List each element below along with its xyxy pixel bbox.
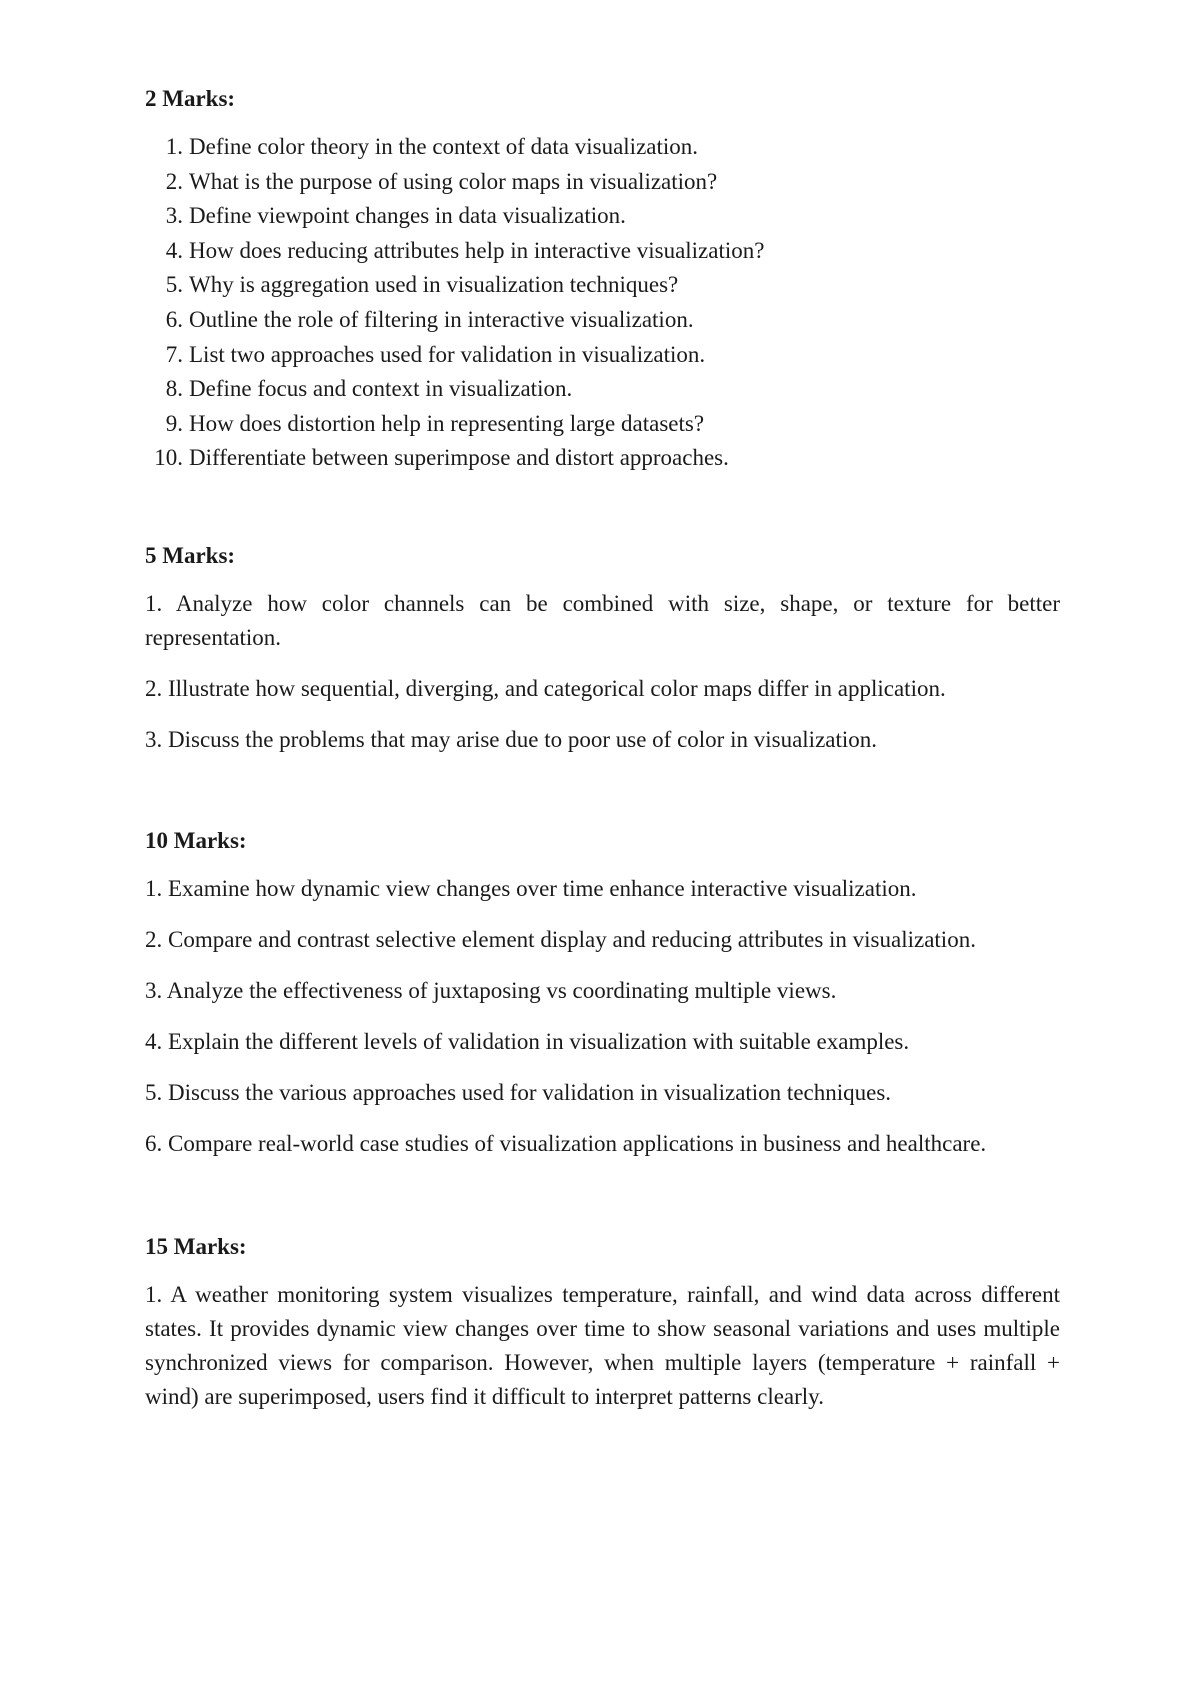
section-title: 10 Marks: [145,827,247,853]
question-text: Outline the role of filtering in interactive visualization. [189,306,694,332]
question-number: 4. [165,237,183,263]
question-item [145,372,1060,407]
question-item: 2. Compare and contrast selective element display and reducing attributes in visualization. [145,926,976,952]
section-spacer [145,1178,1060,1230]
question-text: How does reducing attributes help in interactive visualization? [189,237,765,263]
section-5-marks [145,539,1060,757]
question-item: 1. Examine how dynamic view changes over time enhance interactive visualization. [145,875,917,901]
question-number: 8. [165,376,183,402]
question-item: 6. Compare real-world case studies of visualization applications in business and healthcare. [145,1130,987,1156]
section-spacer [145,476,1060,539]
question-number: 2. [165,168,183,194]
question-item [145,407,1060,442]
question-text: Why is aggregation used in visualization techniques? [189,272,679,298]
question-item [145,130,1060,165]
question-list [145,130,1060,476]
question-item: 2. Illustrate how sequential, diverging, and categorical color maps differ in application. [145,675,946,701]
question-number: 9. [165,410,183,436]
question-list [145,872,1060,1161]
question-text: Define viewpoint changes in data visualization. [189,203,626,229]
question-number: 10. [154,445,183,471]
section-2-marks [145,82,1060,476]
section-title: 2 Marks: [145,86,236,111]
question-number: 1. [165,134,183,159]
question-item [145,234,1060,269]
section-15-marks [145,1230,1060,1414]
question-text: Define color theory in the context of data visualization. [189,134,699,159]
question-list [145,1278,1060,1414]
question-list [145,587,1060,757]
question-item: 4. Explain the different levels of validation in visualization with suitable examples. [145,1028,910,1054]
question-item [145,165,1060,200]
question-number: 6. [165,306,183,332]
document-page [145,82,1060,1431]
section-title: 15 Marks: [145,1233,247,1259]
question-text: Define focus and context in visualization. [189,376,573,402]
question-text: What is the purpose of using color maps in visualization? [189,168,718,194]
question-number: 5. [165,272,183,298]
question-item: 3. Analyze the effectiveness of juxtaposing vs coordinating multiple views. [145,977,837,1003]
question-number: 3. [165,203,183,229]
question-item [145,303,1060,338]
question-item [145,199,1060,234]
question-text: How does distortion help in representing large datasets? [189,410,705,436]
question-item: 1. Analyze how color channels can be combined with size, shape, or texture for better representation. [145,590,1060,650]
question-item [145,268,1060,303]
section-spacer [145,774,1060,824]
question-item: 1. A weather monitoring system visualizes temperature, rainfall, and wind data across different states. It provides dynamic view changes over time to show seasonal variations and uses multiple synchronized views for comparison. However, when multiple layers (temperature + rainfall + wind) are superimposed, users find it difficult to interpret patterns clearly. [145,1281,1060,1409]
question-text: List two approaches used for validation in visualization. [189,341,706,367]
question-number: 7. [165,341,183,367]
question-item: 5. Discuss the various approaches used for validation in visualization techniques. [145,1079,892,1105]
question-item: 3. Discuss the problems that may arise due to poor use of color in visualization. [145,726,878,752]
question-text: Differentiate between superimpose and distort approaches. [189,445,729,471]
question-item [145,338,1060,373]
section-10-marks [145,824,1060,1161]
question-item [145,441,1060,476]
section-title: 5 Marks: [145,542,236,568]
